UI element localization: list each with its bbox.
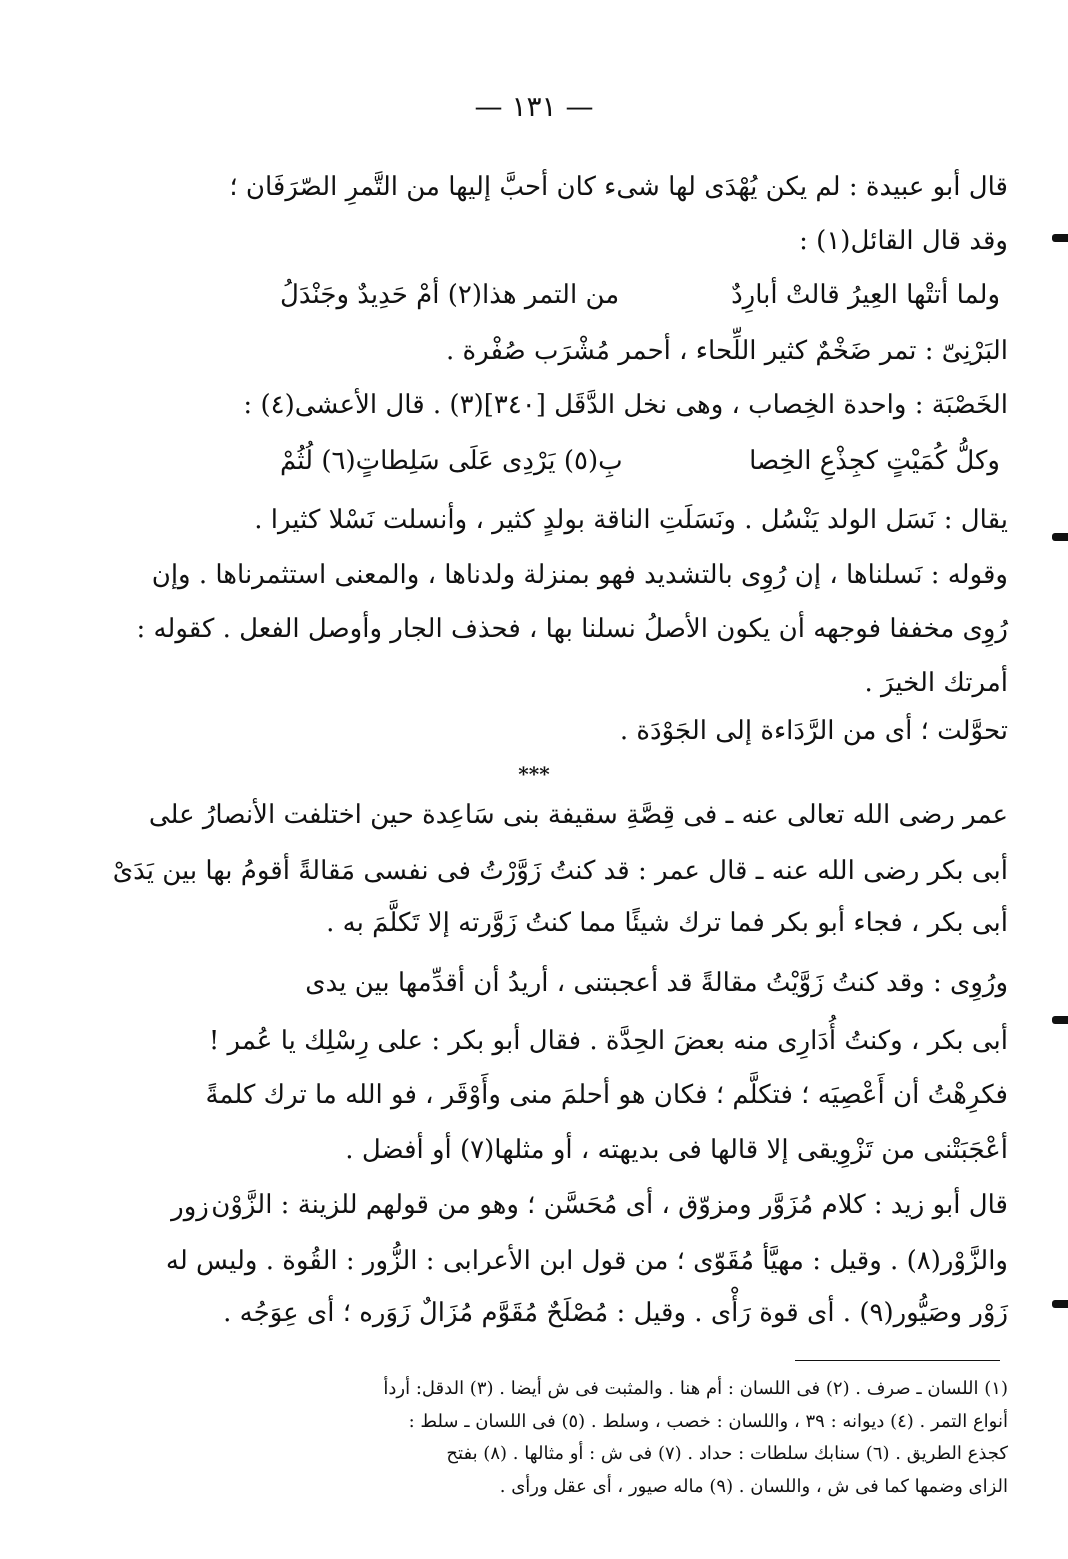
verse-line [280, 280, 1000, 310]
verse-first-hemistich: وكلُّ كُمَيْتٍ كجِذْعِ الخِصا [749, 446, 1000, 476]
text-line: وقد قال القائل(١) : [799, 226, 1008, 256]
text-line: تحوَّلت ؛ أى من الرَّدَاءة إلى الجَوْدَة . [619, 716, 1008, 746]
text-line: زَوْر وصَيُّور(٩) . أى قوة رَأْى . وقيل : مُصْلَحٌ مُقَوَّم مُزَالٌ زَوَره ؛ أى عِوَجُه . [223, 1298, 1008, 1328]
footnote-line: (١) اللسان ـ صرف . (٢) فى اللسان : أم هنا . والمثبت فى ش أيضا . (٣) الدقل: أردأ [383, 1378, 1008, 1399]
text-line: عمر رضى الله تعالى عنه ـ فى قِصَّةِ سقيفة بنى سَاعِدة حين اختلفت الأنصارُ على [148, 800, 1008, 830]
text-line: قال أبو زيد : كلام مُزَوَّر ومزوّق ، أى مُحَسَّن ؛ وهو من قولهم للزينة : الزَّوْن [211, 1190, 1008, 1220]
text-line: أبى بكر ، وكنتُ أُدَارِى منه بعضَ الحِدَّة . فقال أبو بكر : على رِسْلِك يا عُمر ! [208, 1026, 1008, 1056]
footnote-line: كجذع الطريق . (٦) سنابك سلطات : حداد . (٧) فى ش : أو مثالها . (٨) بفتح [446, 1443, 1008, 1464]
text-line: البَرْنِىّ : تمر ضَخْمٌ كثير اللِّحاء ، أحمر مُشْرَب صُفْرة . [446, 336, 1008, 366]
scan-edge-mark [1052, 533, 1068, 541]
verse-line [280, 446, 1000, 476]
text-line: رُوِى مخففا فوجهه أن يكون الأصلُ نسلنا بها ، فحذف الجار وأوصل الفعل . كقوله : [136, 614, 1008, 644]
text-line: أعْجَبَتْنى من تَزْوِيقى إلا قالها فى بديهته ، أو مثلها(٧) أو أفضل . [345, 1135, 1008, 1165]
text-line: أبى بكر ، فجاء أبو بكر فما ترك شيئًا مما كنتُ زَوَّرته إلا تَكلَّمَ به . [326, 908, 1008, 938]
text-line: والزَّوْر(٨) . وقيل : مهيَّأ مُقَوّى ؛ من قول ابن الأعرابى : الزُّور : القُوة . وليس له [165, 1246, 1008, 1276]
text-line: أمرتك الخيرَ . [864, 668, 1008, 698]
text-line: ورُوِى : وقد كنتُ زَوَّيْتُ مقالةً قد أعجبتنى ، أريدُ أن أقدِّمها بين يدى [305, 968, 1008, 998]
footnote-line: الزاى وضمها كما فى ش ، واللسان . (٩) ماله صيور ، أى عقل ورأى . [499, 1476, 1008, 1497]
margin-root-word: زور [171, 1192, 209, 1222]
text-line: قال أبو عبيدة : لم يكن يُهْدَى لها شىء كان أحبَّ إليها من التَّمرِ الصّرَفَان ؛ [229, 172, 1008, 202]
footnote-line: أنواع التمر . (٤) ديوانه : ٣٩ ، واللسان : خصب ، وسلط . (٥) فى اللسان ـ سلط : [408, 1411, 1008, 1432]
verse-first-hemistich: ولما أتتْها العِيرُ قالتْ أبارِدٌ [731, 280, 1000, 310]
scan-edge-mark [1052, 1300, 1068, 1308]
text-line: وقوله : نَسلناها ، إن رُوِى بالتشديد فهو بمنزلة ولدناها ، والمعنى استثمرناها . وإن [151, 560, 1008, 590]
text-line: فكرِهْتُ أن أَعْصِيَه ؛ فتكلَّم ؛ فكان هو أحلمَ منى وأَوْقَر ، فو الله ما ترك كلمةً [205, 1080, 1008, 1110]
footnote-rule [795, 1360, 1000, 1361]
scan-edge-mark [1052, 1016, 1068, 1024]
verse-second-hemistich: من التمر هذا(٢) أمْ حَدِيدٌ وجَنْدَلُ [280, 280, 620, 310]
text-line: أبى بكر رضى الله عنه ـ قال عمر : قد كنتُ زَوَّرْتُ فى نفسى مَقالةً أقومُ بها بين يَدَىْ [112, 856, 1008, 886]
verse-second-hemistich: بِ(٥) يَرْدِى عَلَى سَلِطاتٍ(٦) لُثُمْ [280, 446, 623, 476]
text-line: يقال : نَسَل الولد يَنْسُل . ونَسَلَتِ الناقة بولدٍ كثير ، وأنسلت نَسْلا كثيرا . [254, 505, 1008, 535]
section-separator: *** [518, 762, 550, 786]
page-number: — ١٣١ — [474, 90, 594, 123]
scan-edge-mark [1052, 234, 1068, 242]
text-line: الخَصْبَة : واحدة الخِصاب ، وهى نخل الدَّقَل [٣٤٠](٣) . قال الأعشى(٤) : [243, 390, 1008, 420]
